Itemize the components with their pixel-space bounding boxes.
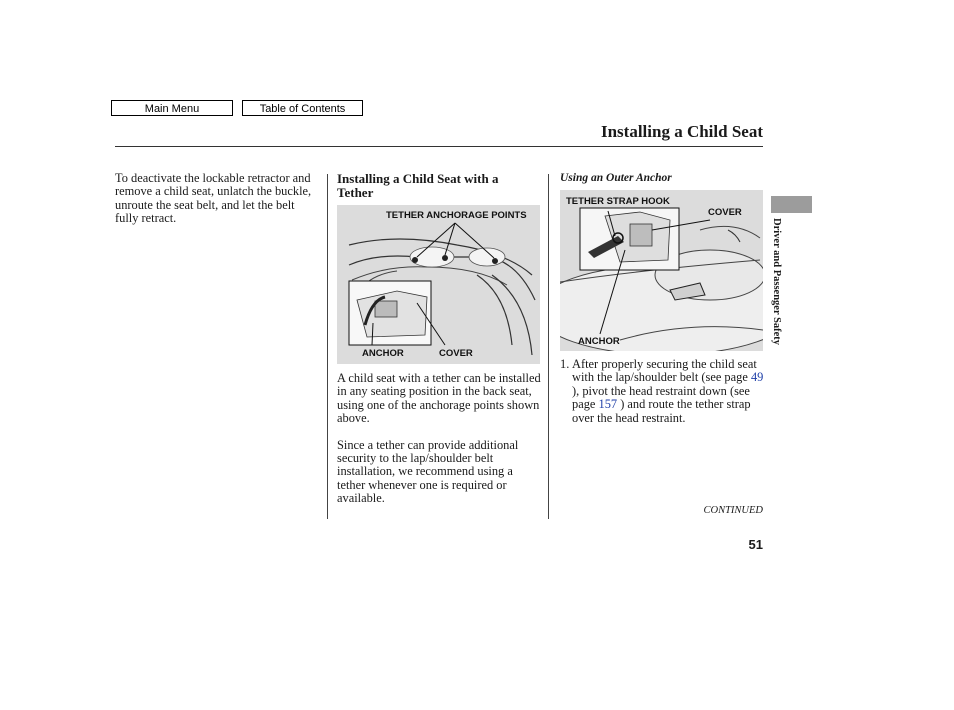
step-number: 1. (560, 357, 570, 371)
step-text-b: ), pivot the head restraint down (see page (572, 383, 750, 412)
left-column-text (115, 172, 320, 226)
page-157-link[interactable]: 157 (598, 397, 618, 412)
step-text-c: ) and route the tether strap over the head restraint. (572, 397, 751, 425)
page-title: Installing a Child Seat (600, 122, 763, 141)
column-divider-right (548, 174, 549, 519)
caption-anchor: ANCHOR (362, 348, 404, 359)
deactivate-paragraph: To deactivate the lockable retractor and remove a child seat, unlatch the buckle, unroute the seat belt, and let the belt fully retract. (115, 171, 312, 226)
caption-tether-anchorage-points: TETHER ANCHORAGE POINTS (386, 210, 527, 221)
continued-label: CONTINUED (703, 505, 763, 516)
caption-cover: COVER (439, 348, 473, 359)
page-49-link[interactable]: 49 (750, 370, 764, 385)
car-interior-illustration (337, 205, 540, 364)
step-text-a: After properly securing the child seat with the lap/shoulder belt (see page (572, 357, 757, 385)
section-heading-tether (337, 172, 542, 199)
caption-tether-strap-hook: TETHER STRAP HOOK (566, 196, 670, 207)
caption-cover-right: COVER (708, 207, 742, 218)
page-number: 51 (748, 537, 763, 552)
tether-anchorage-figure (337, 205, 540, 364)
mid-column-text (337, 372, 542, 506)
heading-line-1: Installing a Child Seat with a (337, 171, 499, 186)
section-tab-label-text: Driver and Passenger Safety (771, 218, 782, 346)
section-tab-label (770, 218, 784, 358)
header-rule (115, 146, 763, 147)
section-tab-marker (771, 196, 812, 213)
subheading-outer-anchor: Using an Outer Anchor (560, 172, 672, 184)
caption-anchor-right: ANCHOR (578, 336, 620, 347)
column-divider-left (327, 174, 328, 519)
main-menu-button[interactable]: Main Menu (111, 100, 233, 116)
step-1 (560, 358, 765, 425)
table-of-contents-button[interactable]: Table of Contents (242, 100, 363, 116)
heading-line-2: Tether (337, 184, 374, 200)
step-text (560, 358, 765, 425)
tether-paragraph-2: Since a tether can provide additional security to the lap/shoulder belt installation, we recommend using a tether whenever one is required or available. (337, 437, 519, 506)
outer-anchor-figure (560, 190, 763, 351)
tether-paragraph-1: A child seat with a tether can be installed in any seating position in the back seat, using one of the anchorage points shown above. (337, 371, 541, 426)
